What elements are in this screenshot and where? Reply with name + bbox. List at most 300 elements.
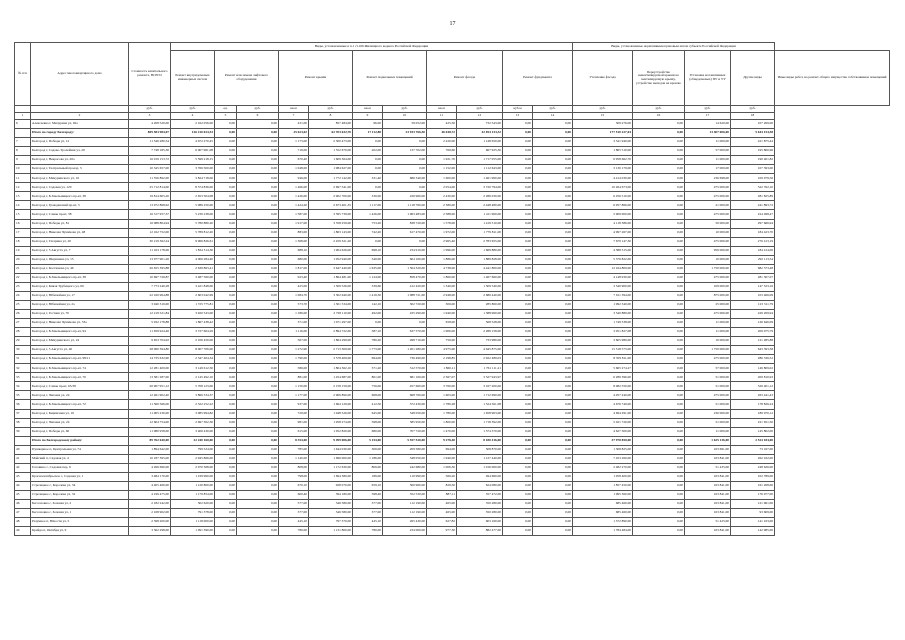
value-cell: 0,00	[633, 120, 685, 129]
value-cell: 2 347 404,34	[171, 355, 215, 364]
row-number-cell: 7	[15, 138, 31, 147]
value-cell: 680,00	[353, 427, 383, 436]
unit-cell: руб.	[457, 106, 503, 113]
value-cell: 6 289 396,00	[573, 373, 633, 382]
value-cell: 4 118 386,00	[573, 219, 633, 228]
value-cell: 465,00	[427, 499, 457, 508]
value-cell: 659,10	[353, 481, 383, 490]
value-cell: 11 356 892,00	[129, 174, 171, 183]
value-cell: 0,00	[633, 427, 685, 436]
row-number-cell: 35	[15, 391, 31, 400]
table-row	[15, 300, 890, 309]
value-cell: 2 653 504,08	[171, 192, 215, 201]
value-cell: 121 961,00	[731, 499, 775, 508]
value-cell: 8 354,00	[279, 436, 309, 445]
value-cell: 0,00	[533, 192, 573, 201]
value-cell: 624 080,00	[457, 481, 503, 490]
value-cell: 1 152,00	[427, 165, 457, 174]
address-cell: Майский п, Садовая ул, 4	[31, 454, 129, 463]
header-total-cost: Стоимость капитального ремонта, ВСЕГО	[129, 43, 171, 106]
value-cell: 0,00	[353, 165, 383, 174]
value-cell: 7 773 240,28	[129, 282, 171, 291]
value-cell: 377,00	[279, 509, 309, 518]
value-cell: 0,00	[503, 454, 533, 463]
value-cell: 881,00	[279, 373, 309, 382]
value-cell: 25 623,02	[279, 129, 309, 138]
row-number-cell: 41	[15, 454, 31, 463]
value-cell: 221 875,44	[731, 138, 775, 147]
value-cell: 5 909 000,00	[573, 210, 633, 219]
value-cell: 0,00	[237, 409, 279, 418]
value-cell: 0,00	[237, 228, 279, 237]
value-cell: 234 910,00	[383, 246, 427, 255]
value-cell: 1 124,00	[353, 273, 383, 282]
table-row	[15, 219, 890, 228]
value-cell: 0,00	[633, 409, 685, 418]
value-cell: 2 300 473,00	[309, 138, 353, 147]
value-cell: 0,00	[633, 337, 685, 346]
value-cell: 51 000,00	[685, 373, 731, 382]
value-cell: 2 948,00	[427, 291, 457, 300]
value-cell: 21 000,00	[685, 201, 731, 210]
value-cell: 0,00	[633, 418, 685, 427]
value-cell: 0,00	[237, 282, 279, 291]
value-cell: 0,00	[633, 201, 685, 210]
value-cell: 829,50	[427, 481, 457, 490]
value-cell: 1 984 627,00	[309, 165, 353, 174]
value-cell: 2 198,85	[427, 355, 457, 364]
value-cell: 1 635,00	[353, 264, 383, 273]
value-cell: 3 327 943,97	[457, 373, 503, 382]
value-cell: 1 091 390,00	[171, 527, 215, 536]
value-cell: 348 050,00	[383, 454, 427, 463]
value-cell: 780,00	[353, 527, 383, 536]
value-cell: 0,00	[633, 219, 685, 228]
value-cell: 30 219 362,24	[129, 237, 171, 246]
column-number: 14	[533, 113, 573, 120]
value-cell: 928 070,00	[309, 481, 353, 490]
column-number: 2	[31, 113, 129, 120]
table-row	[15, 463, 890, 472]
value-cell: 236 698,00	[685, 174, 731, 183]
value-cell: 857 484,00	[309, 120, 353, 129]
value-cell: 1 461 960,00	[457, 174, 503, 183]
value-cell: 685 460,00	[573, 509, 633, 518]
value-cell: 0,00	[633, 319, 685, 328]
address-cell: Белгород г, Шершнева ул, 13	[31, 255, 129, 264]
value-cell: 567,00	[279, 337, 309, 346]
value-cell: 11 659 924,46	[129, 328, 171, 337]
value-cell: 5 708 123,00	[171, 382, 215, 391]
address-cell: Белгород г, Мичуринского ул, 16	[31, 174, 129, 183]
value-cell: 0,00	[503, 346, 533, 355]
table-row	[15, 309, 890, 318]
header-group-extra: Виды, установленные нормативным правовым актом субъекта Российской Федерации	[573, 43, 775, 51]
value-cell: 234 000,00	[383, 527, 427, 536]
value-cell: 0,00	[503, 300, 533, 309]
value-cell: 1 419 510,00	[457, 219, 503, 228]
value-cell: 0,00	[633, 518, 685, 527]
value-cell: 0,00	[533, 129, 573, 138]
value-cell: 0,00	[353, 183, 383, 192]
value-cell: 0,00	[215, 454, 237, 463]
value-cell: 0,00	[503, 165, 533, 174]
address-cell: Белгород г, Николая Чумичова ул, 33а	[31, 319, 129, 328]
value-cell: 1 016 000,00	[457, 463, 503, 472]
row-number-cell: 36	[15, 400, 31, 409]
value-cell: 5 032 178,88	[129, 319, 171, 328]
unit-cell: руб.	[573, 106, 633, 113]
value-cell: 861,00	[353, 373, 383, 382]
table-row	[15, 481, 890, 490]
value-cell: 0,00	[633, 436, 685, 445]
value-cell: 1 179 854,00	[171, 490, 215, 499]
address-cell: Итого по городу Белгороду:	[31, 129, 129, 138]
address-cell: Белгород г, Чапаева ул, 24	[31, 418, 129, 427]
value-cell: 4 006 284,40	[171, 255, 215, 264]
table-row	[15, 328, 890, 337]
value-cell: 698,10	[353, 246, 383, 255]
value-cell: 103 466,09	[731, 291, 775, 300]
value-cell: 2 697 541,00	[309, 183, 353, 192]
value-cell: 0,00	[503, 228, 533, 237]
value-cell: 3 766 500,00	[171, 165, 215, 174]
value-cell: 0,00	[215, 527, 237, 536]
value-cell: 340,00	[353, 255, 383, 264]
table-row	[15, 454, 890, 463]
value-cell: 0,00	[533, 120, 573, 129]
unit-cell: руб.	[633, 106, 685, 113]
column-number: 13	[503, 113, 533, 120]
value-cell: 838 720,00	[383, 219, 427, 228]
value-cell: 0,00	[237, 337, 279, 346]
value-cell: 0,00	[215, 129, 237, 138]
value-cell: 0,00	[633, 156, 685, 165]
value-cell: 0,00	[633, 328, 685, 337]
value-cell: 1 948 526,00	[309, 409, 353, 418]
value-cell: 0,00	[215, 364, 237, 373]
row-number-cell: 47	[15, 509, 31, 518]
value-cell: 0,00	[533, 409, 573, 418]
value-cell: 1 963 483,00	[383, 210, 427, 219]
value-cell: 8 007 706,00	[171, 346, 215, 355]
value-cell: 1 940,00	[427, 454, 457, 463]
value-cell: 645,00	[353, 409, 383, 418]
address-cell: Белгород г, Костюкова ул, 46	[31, 264, 129, 273]
value-cell: 10 697 726,87	[129, 273, 171, 282]
value-cell: 2 713 309,00	[309, 346, 353, 355]
row-number-cell: 18	[15, 237, 31, 246]
value-cell: 3 824 718,00	[171, 174, 215, 183]
capital-repair-register-table	[14, 42, 890, 536]
value-cell: 732 543,00	[457, 120, 503, 129]
row-number-cell: 12	[15, 183, 31, 192]
value-cell: 0,00	[633, 165, 685, 174]
value-cell: 163 841,00	[685, 527, 731, 536]
value-cell: 292 113,54	[731, 255, 775, 264]
value-cell: 0,00	[533, 391, 573, 400]
table-row	[15, 183, 890, 192]
table-row	[15, 373, 890, 382]
value-cell: 1 790,00	[279, 355, 309, 364]
row-number-cell: 49	[15, 527, 31, 536]
value-cell: 1 467 660,00	[457, 273, 503, 282]
value-cell: 6 958 662,70	[573, 156, 633, 165]
value-cell: 0,00	[215, 391, 237, 400]
value-cell: 0,00	[383, 156, 427, 165]
address-cell: Белгород г, Мичуринского ул, 24	[31, 337, 129, 346]
value-cell: 0,00	[237, 138, 279, 147]
address-cell: Белгород г, Гостяев ул, 70	[31, 309, 129, 318]
table-header	[15, 43, 890, 120]
value-cell: 73 167,00	[731, 445, 775, 454]
table-row	[15, 409, 890, 418]
value-cell: 2 783 655,00	[457, 237, 503, 246]
column-number: 5	[215, 113, 237, 120]
value-cell: 0,00	[215, 509, 237, 518]
value-cell: 694,00	[427, 445, 457, 454]
value-cell: 0,00	[215, 481, 237, 490]
value-cell: 7 748 185,36	[129, 147, 171, 156]
value-cell: 186,00	[353, 472, 383, 481]
value-cell: 1 309 526,00	[309, 282, 353, 291]
column-number: 11	[427, 113, 457, 120]
table-body	[15, 120, 890, 536]
value-cell: 177 510 227,04	[573, 129, 633, 138]
address-cell: Белгород г, Чапаева ул, 24	[31, 391, 129, 400]
unit-cell: руб.	[685, 106, 731, 113]
address-cell: Разумное п, Юности ул, 5	[31, 518, 129, 527]
value-cell: 688,10	[279, 246, 309, 255]
address-cell: Белгород г, Садово-Тролейная ул, 29	[31, 147, 129, 156]
unit-cell: кв.м	[353, 106, 383, 113]
value-cell: 2 894 722,00	[309, 328, 353, 337]
value-cell: 0,00	[503, 192, 533, 201]
table-row	[15, 391, 890, 400]
value-cell: 1 863 143,00	[309, 228, 353, 237]
value-cell: 1 860,11	[427, 364, 457, 373]
value-cell: 2 430,00	[427, 192, 457, 201]
value-cell: 3 920 543,00	[171, 309, 215, 318]
value-cell: 377,00	[353, 509, 383, 518]
row-number-cell: 45	[15, 490, 31, 499]
value-cell: 0,00	[215, 255, 237, 264]
value-cell: 615,00	[279, 427, 309, 436]
value-cell: 4 148 930,00	[573, 273, 633, 282]
value-cell: 0,00	[503, 319, 533, 328]
value-cell: 263 441,43	[731, 391, 775, 400]
value-cell: 371,20	[353, 364, 383, 373]
value-cell: 7 453 260,00	[573, 454, 633, 463]
value-cell: 0,00	[633, 373, 685, 382]
table-row	[15, 246, 890, 255]
value-cell: 809 583 984,07	[129, 129, 171, 138]
value-cell: 51 425,00	[685, 518, 731, 527]
value-cell: 0,00	[215, 201, 237, 210]
value-cell: 1 867 438,42	[171, 319, 215, 328]
value-cell: 0,00	[383, 237, 427, 246]
value-cell: 0,00	[633, 147, 685, 156]
row-number-cell: 34	[15, 382, 31, 391]
value-cell: 475 000,00	[685, 183, 731, 192]
value-cell: 681 160,00	[383, 373, 427, 382]
value-cell: 51 435,00	[685, 463, 731, 472]
value-cell: 12 164 800,00	[573, 264, 633, 273]
value-cell: 163 841,00	[685, 472, 731, 481]
header-roof-conversion: Переустройство невентилируемой крыши на вентилируемую крышу, устройство выходов на кровлю	[633, 51, 685, 106]
value-cell: 0,00	[237, 364, 279, 373]
value-cell: 123 311,79	[731, 300, 775, 309]
value-cell: 0,00	[533, 273, 573, 282]
value-cell: 142,10	[353, 300, 383, 309]
value-cell: 0,00	[533, 246, 573, 255]
value-cell: 16 088 804,94	[129, 219, 171, 228]
header-common-property: Иные виды работ, на ремонт общего имущества собственников помещений	[775, 51, 890, 106]
value-cell: 9 966 826,61	[171, 237, 215, 246]
value-cell: 51 000,00	[685, 400, 731, 409]
value-cell: 0,00	[533, 156, 573, 165]
value-cell: 0,00	[237, 120, 279, 129]
row-number-cell: 48	[15, 518, 31, 527]
value-cell: 475 000,00	[685, 391, 731, 400]
value-cell: 0,00	[215, 264, 237, 273]
value-cell: 1 272,90	[279, 346, 309, 355]
address-cell: Белгород г, Б.Хмельницкого пр-кт, 74	[31, 364, 129, 373]
value-cell: 0,00	[503, 282, 533, 291]
value-cell: 1 127 440,00	[457, 454, 503, 463]
value-cell: 1 372 890,00	[573, 518, 633, 527]
address-cell: Белгород г, 5 Августа ул, 40	[31, 346, 129, 355]
value-cell: 147 523,16	[731, 282, 775, 291]
value-cell: 1 340,00	[427, 282, 457, 291]
row-number-cell: 21	[15, 264, 31, 273]
header-column-numbers-row	[15, 113, 890, 120]
value-cell: 262 162,00	[731, 454, 775, 463]
header-address: Адрес многоквартирного дома	[31, 43, 129, 106]
address-cell: Белгород г, Юбилейная ул, 17	[31, 291, 129, 300]
value-cell: 720,00	[279, 409, 309, 418]
value-cell: 0,00	[533, 509, 573, 518]
value-cell: 0,00	[353, 319, 383, 328]
value-cell: 0,00	[237, 174, 279, 183]
table-row	[15, 138, 890, 147]
value-cell: 339,60	[353, 282, 383, 291]
value-cell: 350 280,00	[457, 509, 503, 518]
value-cell: 0,00	[237, 291, 279, 300]
value-cell: 0,00	[533, 400, 573, 409]
unit-cell: куб.м	[503, 106, 533, 113]
row-number-cell: 9	[15, 156, 31, 165]
column-number: 4	[171, 113, 215, 120]
value-cell: 1 117,00	[353, 201, 383, 210]
row-number-cell: 37	[15, 409, 31, 418]
value-cell: 425,50	[427, 120, 457, 129]
value-cell: 977,30	[427, 527, 457, 536]
value-cell: 23 933 766,50	[383, 129, 427, 138]
value-cell: 226 960,00	[383, 192, 427, 201]
value-cell: 1 886,00	[427, 255, 457, 264]
address-cell: Белгород г, 5 Августа ул, 7	[31, 246, 129, 255]
value-cell: 0,00	[533, 237, 573, 246]
value-cell: 412,50	[353, 400, 383, 409]
value-cell: 1 694 380,00	[309, 472, 353, 481]
value-cell: 306,00	[353, 445, 383, 454]
value-cell: 1 603,00	[427, 391, 457, 400]
table-row	[15, 319, 890, 328]
row-number-cell: 8	[15, 147, 31, 156]
value-cell: 195 800,96	[731, 147, 775, 156]
value-cell: 11 005 230,00	[129, 409, 171, 418]
value-cell: 112 190,00	[383, 509, 427, 518]
value-cell: 329 401,12	[731, 382, 775, 391]
value-cell: 10 187 395,00	[129, 454, 171, 463]
row-number-cell: 13	[15, 192, 31, 201]
value-cell: 13 972 868,92	[129, 201, 171, 210]
value-cell: 0,00	[633, 192, 685, 201]
value-cell: 0,00	[383, 183, 427, 192]
value-cell: 0,00	[533, 309, 573, 318]
value-cell: 1 048,00	[279, 165, 309, 174]
value-cell: 14 735 632,90	[129, 355, 171, 364]
table-row	[15, 174, 890, 183]
row-number-cell: 33	[15, 373, 31, 382]
value-cell: 753,20	[353, 219, 383, 228]
value-cell: 2 182 242,00	[129, 499, 171, 508]
value-cell: 797 370,00	[309, 518, 353, 527]
value-cell: 12 281 400,00	[129, 364, 171, 373]
value-cell: 686 340,00	[383, 174, 427, 183]
value-cell: 394 180,00	[309, 490, 353, 499]
value-cell: 3 727 604,29	[171, 328, 215, 337]
value-cell: 0,00	[237, 129, 279, 138]
value-cell: 50 000,00	[685, 219, 731, 228]
value-cell: 0,00	[237, 319, 279, 328]
value-cell: 1 644 030,00	[309, 445, 353, 454]
value-cell: 11 163 178,06	[129, 246, 171, 255]
table-row	[15, 382, 890, 391]
value-cell: 0,00	[215, 328, 237, 337]
value-cell: 0,00	[503, 527, 533, 536]
value-cell: 0,00	[503, 490, 533, 499]
row-number-cell: 30	[15, 346, 31, 355]
value-cell: 4 627 300,00	[573, 427, 633, 436]
value-cell: 22 240 160,00	[171, 436, 215, 445]
table-row	[15, 156, 890, 165]
value-cell: 0,00	[237, 527, 279, 536]
value-cell: 51 000,00	[685, 382, 731, 391]
value-cell: 1 995 360,00	[573, 490, 633, 499]
table-row	[15, 400, 890, 409]
value-cell: 5 154,00	[353, 436, 383, 445]
value-cell: 0,00	[633, 509, 685, 518]
value-cell: 265 430,00	[383, 518, 427, 527]
value-cell: 2 639 863,41	[171, 264, 215, 273]
row-number-cell: 40	[15, 445, 31, 454]
value-cell: 16 317 957,37	[129, 210, 171, 219]
value-cell: 2 945 866,00	[171, 454, 215, 463]
value-cell: 598,40	[353, 490, 383, 499]
value-cell: 42 054 133,32	[457, 129, 503, 138]
row-number-cell: 26	[15, 309, 31, 318]
value-cell: 0,00	[533, 499, 573, 508]
value-cell: 1 958 400,00	[573, 472, 633, 481]
value-cell: 1 574 370,00	[457, 427, 503, 436]
table-row	[15, 509, 890, 518]
value-cell: 2 588,00	[427, 210, 457, 219]
value-cell: 6 957 866,00	[573, 201, 633, 210]
value-cell: 1 419,30	[353, 291, 383, 300]
row-number-cell: 10	[15, 165, 31, 174]
